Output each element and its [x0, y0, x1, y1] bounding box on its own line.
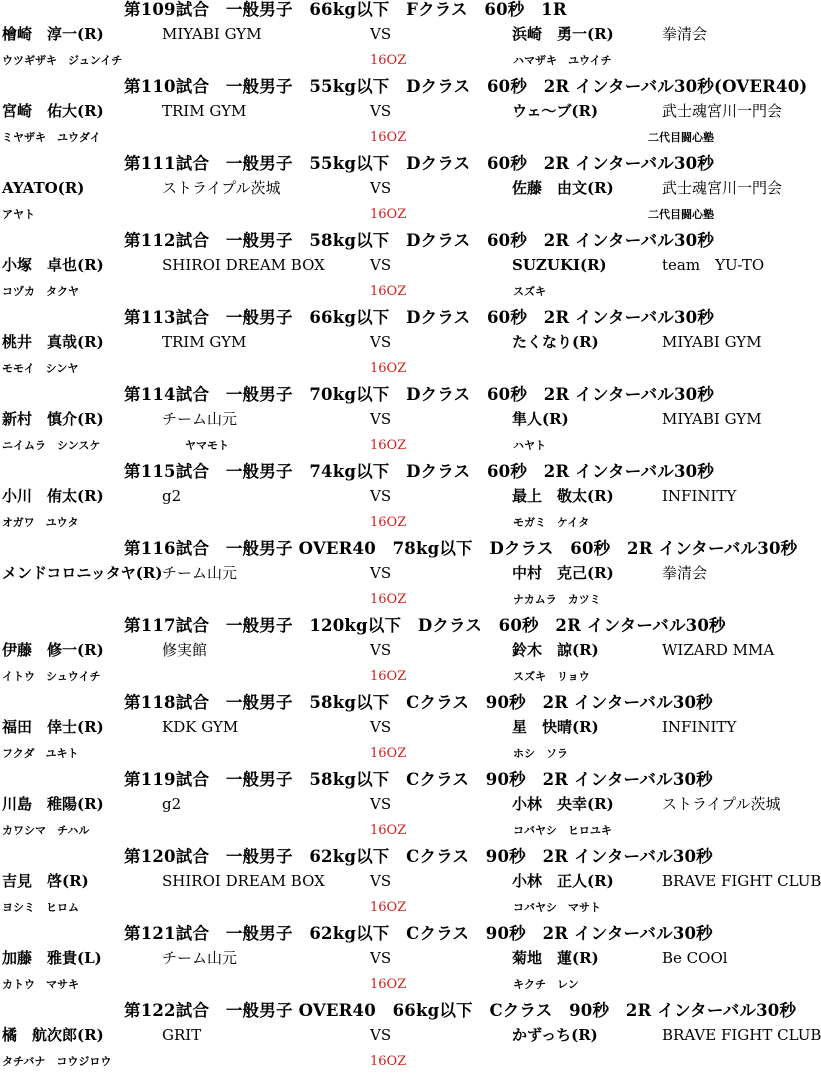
right-fighter-gym: 武士魂宮川一門会 — [662, 102, 783, 120]
glove-size: 16OZ — [370, 977, 407, 992]
right-fighter-kana: スズキ リョウ — [513, 670, 590, 683]
match-title: 第111試合 一般男子 55kg以下 Dクラス 60秒 2R インターバル30秒 — [124, 154, 715, 173]
right-fighter-name: 小林 正人(R) — [512, 872, 614, 890]
left-fighter-kana: オガワ ユウタ — [2, 516, 79, 529]
right-fighter-name: 隼人(R) — [512, 410, 569, 428]
right-fighter-kana: モガミ ケイタ — [513, 516, 590, 529]
glove-size: 16OZ — [370, 438, 407, 453]
left-fighter-gym: チーム山元 — [162, 949, 238, 967]
right-fighter-name: ウェ～ブ(R) — [512, 102, 599, 120]
right-fighter-kana: ハヤト — [513, 439, 546, 452]
left-fighter-name: 小塚 卓也(R) — [2, 256, 104, 274]
right-fighter-gym: INFINITY — [662, 718, 737, 736]
match-title: 第115試合 一般男子 74kg以下 Dクラス 60秒 2R インターバル30秒 — [124, 462, 715, 481]
right-fighter-gym: WIZARD MMA — [662, 641, 775, 659]
left-fighter-name: 橘 航次郎(R) — [2, 1026, 104, 1044]
left-fighter-gym: g2 — [162, 795, 182, 813]
left-fighter-name: 吉見 啓(R) — [2, 872, 89, 890]
left-fighter-name: 小川 侑太(R) — [2, 487, 104, 505]
glove-size: 16OZ — [370, 207, 407, 222]
match-block — [0, 77, 808, 155]
left-fighter-name: 伊藤 修一(R) — [2, 641, 104, 659]
left-fighter-gym: GRIT — [162, 1026, 202, 1044]
glove-size: 16OZ — [370, 361, 407, 376]
right-fighter-name: 菊地 蓮(R) — [512, 949, 599, 967]
left-fighter-gym: TRIM GYM — [162, 102, 247, 120]
left-fighter-kana: ミヤザキ ユウダイ — [2, 131, 101, 144]
glove-size: 16OZ — [370, 592, 407, 607]
vs-label: VS — [370, 872, 392, 890]
left-fighter-name: メンドコロニッタヤ(R) — [2, 564, 163, 582]
right-fighter-name: 浜崎 勇一(R) — [512, 25, 614, 43]
match-title: 第114試合 一般男子 70kg以下 Dクラス 60秒 2R インターバル30秒 — [124, 385, 715, 404]
match-block — [0, 0, 798, 78]
left-fighter-gym: SHIROI DREAM BOX — [162, 872, 325, 890]
right-fighter-gym: 拳清会 — [662, 25, 708, 43]
match-title: 第120試合 一般男子 62kg以下 Cクラス 90秒 2R インターバル30秒 — [124, 847, 713, 866]
match-block — [0, 308, 798, 386]
right-gym-extra: 二代目闘心塾 — [648, 208, 714, 221]
match-title: 第116試合 一般男子 OVER40 78kg以下 Dクラス 60秒 2R インターバル30秒 — [124, 539, 798, 558]
vs-label: VS — [370, 410, 392, 428]
glove-size: 16OZ — [370, 53, 407, 68]
vs-label: VS — [370, 949, 392, 967]
vs-label: VS — [370, 718, 392, 736]
right-fighter-gym: Be COOl — [662, 949, 728, 967]
right-fighter-name: 佐藤 由文(R) — [512, 179, 614, 197]
left-fighter-kana: ウツギザキ ジュンイチ — [2, 54, 123, 67]
left-fighter-name: 川島 稚陽(R) — [2, 795, 104, 813]
right-fighter-name: 最上 敬太(R) — [512, 487, 614, 505]
right-gym-extra: 二代目闘心塾 — [648, 131, 714, 144]
vs-label: VS — [370, 795, 392, 813]
right-fighter-gym: ストライプル茨城 — [662, 795, 781, 813]
left-fighter-gym: KDK GYM — [162, 718, 239, 736]
right-fighter-gym: 武士魂宮川一門会 — [662, 179, 783, 197]
match-block — [0, 847, 821, 925]
right-fighter-kana: スズキ — [513, 285, 546, 298]
glove-size: 16OZ — [370, 1054, 407, 1069]
match-title: 第118試合 一般男子 58kg以下 Cクラス 90秒 2R インターバル30秒 — [124, 693, 713, 712]
left-fighter-kana: コヅカ タクヤ — [2, 285, 79, 298]
match-title: 第109試合 一般男子 66kg以下 Fクラス 60秒 1R — [124, 0, 567, 19]
right-fighter-name: 小林 央幸(R) — [512, 795, 614, 813]
right-fighter-kana: ハマザキ ユウイチ — [513, 54, 612, 67]
left-fighter-gym: チーム山元 — [162, 410, 238, 428]
match-block — [0, 154, 798, 232]
match-block — [0, 770, 798, 848]
left-fighter-name: AYATO(R) — [2, 179, 85, 197]
match-block — [0, 231, 798, 309]
vs-label: VS — [370, 25, 392, 43]
left-fighter-gym: SHIROI DREAM BOX — [162, 256, 325, 274]
left-fighter-kana: フクダ ユキト — [2, 747, 79, 760]
left-fighter-gym: 修実館 — [162, 641, 208, 659]
right-fighter-kana: コバヤシ マサト — [513, 901, 601, 914]
left-fighter-kana: アヤト — [2, 208, 35, 221]
left-fighter-name: 檜崎 淳一(R) — [2, 25, 104, 43]
match-title: 第110試合 一般男子 55kg以下 Dクラス 60秒 2R インターバル30秒(OVER40) — [124, 77, 808, 96]
match-title: 第117試合 一般男子 120kg以下 Dクラス 60秒 2R インターバル30秒 — [124, 616, 726, 635]
right-fighter-gym: BRAVE FIGHT CLUB — [662, 1026, 821, 1044]
match-block — [0, 693, 798, 771]
match-title: 第113試合 一般男子 66kg以下 Dクラス 60秒 2R インターバル30秒 — [124, 308, 715, 327]
right-fighter-kana: ホシ ソラ — [513, 747, 568, 760]
left-fighter-gym: TRIM GYM — [162, 333, 247, 351]
right-fighter-gym: MIYABI GYM — [662, 333, 762, 351]
right-fighter-name: たくなり(R) — [512, 333, 599, 351]
glove-size: 16OZ — [370, 823, 407, 838]
match-title: 第112試合 一般男子 58kg以下 Dクラス 60秒 2R インターバル30秒 — [124, 231, 715, 250]
vs-label: VS — [370, 641, 392, 659]
left-fighter-kana: カワシマ チハル — [2, 824, 90, 837]
right-fighter-gym: team YU-TO — [662, 256, 765, 274]
right-fighter-kana: ナカムラ カツミ — [513, 593, 601, 606]
left-fighter-gym: チーム山元 — [162, 564, 238, 582]
left-fighter-kana: ヨシミ ヒロム — [2, 901, 79, 914]
left-fighter-kana: ニイムラ シンスケ — [2, 439, 101, 452]
vs-label: VS — [370, 564, 392, 582]
left-fighter-gym: g2 — [162, 487, 182, 505]
match-title: 第121試合 一般男子 62kg以下 Cクラス 90秒 2R インターバル30秒 — [124, 924, 713, 943]
match-title: 第119試合 一般男子 58kg以下 Cクラス 90秒 2R インターバル30秒 — [124, 770, 713, 789]
glove-size: 16OZ — [370, 746, 407, 761]
left-fighter-kana: タチバナ コウジロウ — [2, 1055, 112, 1068]
match-block — [0, 539, 798, 617]
left-fighter-name: 宮崎 佑大(R) — [2, 102, 104, 120]
left-fighter-name: 加藤 雅貴(L) — [2, 949, 102, 967]
right-fighter-gym: 拳清会 — [662, 564, 708, 582]
right-fighter-kana: キクチ レン — [513, 978, 579, 991]
left-fighter-name: 福田 倖士(R) — [2, 718, 104, 736]
right-fighter-gym: BRAVE FIGHT CLUB — [662, 872, 821, 890]
vs-label: VS — [370, 333, 392, 351]
right-fighter-name: SUZUKI(R) — [512, 256, 607, 274]
match-block — [0, 1001, 821, 1079]
left-fighter-kana: モモイ シンヤ — [2, 362, 79, 375]
left-fighter-kana: カトウ マサキ — [2, 978, 79, 991]
glove-size: 16OZ — [370, 900, 407, 915]
match-block — [0, 616, 798, 694]
vs-label: VS — [370, 256, 392, 274]
match-block — [0, 924, 798, 1002]
right-fighter-gym: INFINITY — [662, 487, 737, 505]
vs-label: VS — [370, 1026, 392, 1044]
vs-label: VS — [370, 102, 392, 120]
left-fighter-gym: ストライプル茨城 — [162, 179, 281, 197]
right-fighter-name: 中村 克己(R) — [512, 564, 614, 582]
glove-size: 16OZ — [370, 284, 407, 299]
glove-size: 16OZ — [370, 515, 407, 530]
left-gym-kana: ヤマモト — [185, 439, 229, 452]
vs-label: VS — [370, 179, 392, 197]
match-title: 第122試合 一般男子 OVER40 66kg以下 Cクラス 90秒 2R インターバル30秒 — [124, 1001, 797, 1020]
right-fighter-name: 鈴木 諒(R) — [512, 641, 599, 659]
right-fighter-name: 星 快晴(R) — [512, 718, 599, 736]
left-fighter-gym: MIYABI GYM — [162, 25, 262, 43]
right-fighter-kana: コバヤシ ヒロユキ — [513, 824, 612, 837]
vs-label: VS — [370, 487, 392, 505]
glove-size: 16OZ — [370, 669, 407, 684]
glove-size: 16OZ — [370, 130, 407, 145]
left-fighter-kana: イトウ シュウイチ — [2, 670, 101, 683]
right-fighter-gym: MIYABI GYM — [662, 410, 762, 428]
left-fighter-name: 新村 慎介(R) — [2, 410, 104, 428]
left-fighter-name: 桃井 真哉(R) — [2, 333, 104, 351]
match-block — [0, 385, 798, 463]
match-block — [0, 462, 798, 540]
right-fighter-name: かずっち(R) — [512, 1026, 598, 1044]
